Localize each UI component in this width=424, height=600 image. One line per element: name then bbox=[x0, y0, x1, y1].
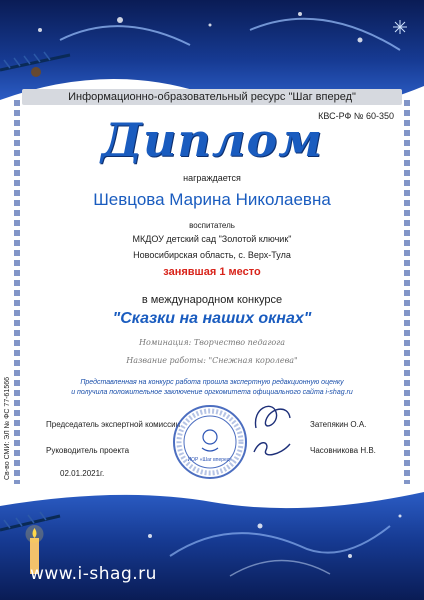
chair-label: Председатель экспертной комиссии bbox=[46, 420, 181, 429]
chair-name: Затепякин О.А. bbox=[310, 420, 367, 429]
snowflake-icon bbox=[393, 20, 407, 34]
official-stamp bbox=[172, 404, 248, 480]
work-name: Название работы: "Снежная королева" bbox=[126, 356, 298, 365]
organization: МКДОУ детский сад "Золотой ключик" bbox=[132, 234, 292, 244]
resource-line: Информационно-образовательный ресурс "Шаг вперед" bbox=[68, 91, 356, 103]
evaluation-note bbox=[0, 378, 424, 398]
head-label: Руководитель проекта bbox=[46, 446, 130, 455]
signature-autograph bbox=[250, 398, 294, 462]
stamp-text: ИОР «Шаг вперед» bbox=[187, 457, 233, 463]
mascot-icon bbox=[202, 430, 218, 451]
website-link[interactable]: www.i-shag.ru bbox=[30, 564, 157, 584]
evaluation-note-line-1: Представленная на конкурс работа прошла экспертную редакционную оценку bbox=[80, 379, 344, 386]
recipient-role: воспитатель bbox=[189, 221, 235, 230]
recipient-name: Шевцова Марина Николаевна bbox=[93, 190, 331, 209]
awarded-label: награждается bbox=[183, 173, 241, 183]
contest-name: "Сказки на наших окнах" bbox=[112, 310, 312, 327]
nomination: Номинация: Творчество педагога bbox=[138, 338, 285, 347]
place-awarded: занявшая 1 место bbox=[163, 266, 261, 278]
top-winter-banner bbox=[0, 0, 424, 100]
region: Новосибирская область, с. Верх-Тула bbox=[133, 250, 291, 260]
contest-intro: в международном конкурсе bbox=[141, 294, 283, 306]
head-name: Часовникова Н.В. bbox=[310, 446, 376, 455]
side-registration: Св-во СМИ: ЭЛ № ФС 77-61566 bbox=[4, 376, 11, 480]
registration-number: КВС-РФ № 60-350 bbox=[318, 111, 394, 121]
evaluation-note-line-2: и получила положительное заключение оргкомитета официального сайта i-shag.ru bbox=[71, 389, 353, 396]
certificate-title: Диплом bbox=[101, 113, 323, 167]
issue-date: 02.01.2021г. bbox=[60, 469, 105, 478]
